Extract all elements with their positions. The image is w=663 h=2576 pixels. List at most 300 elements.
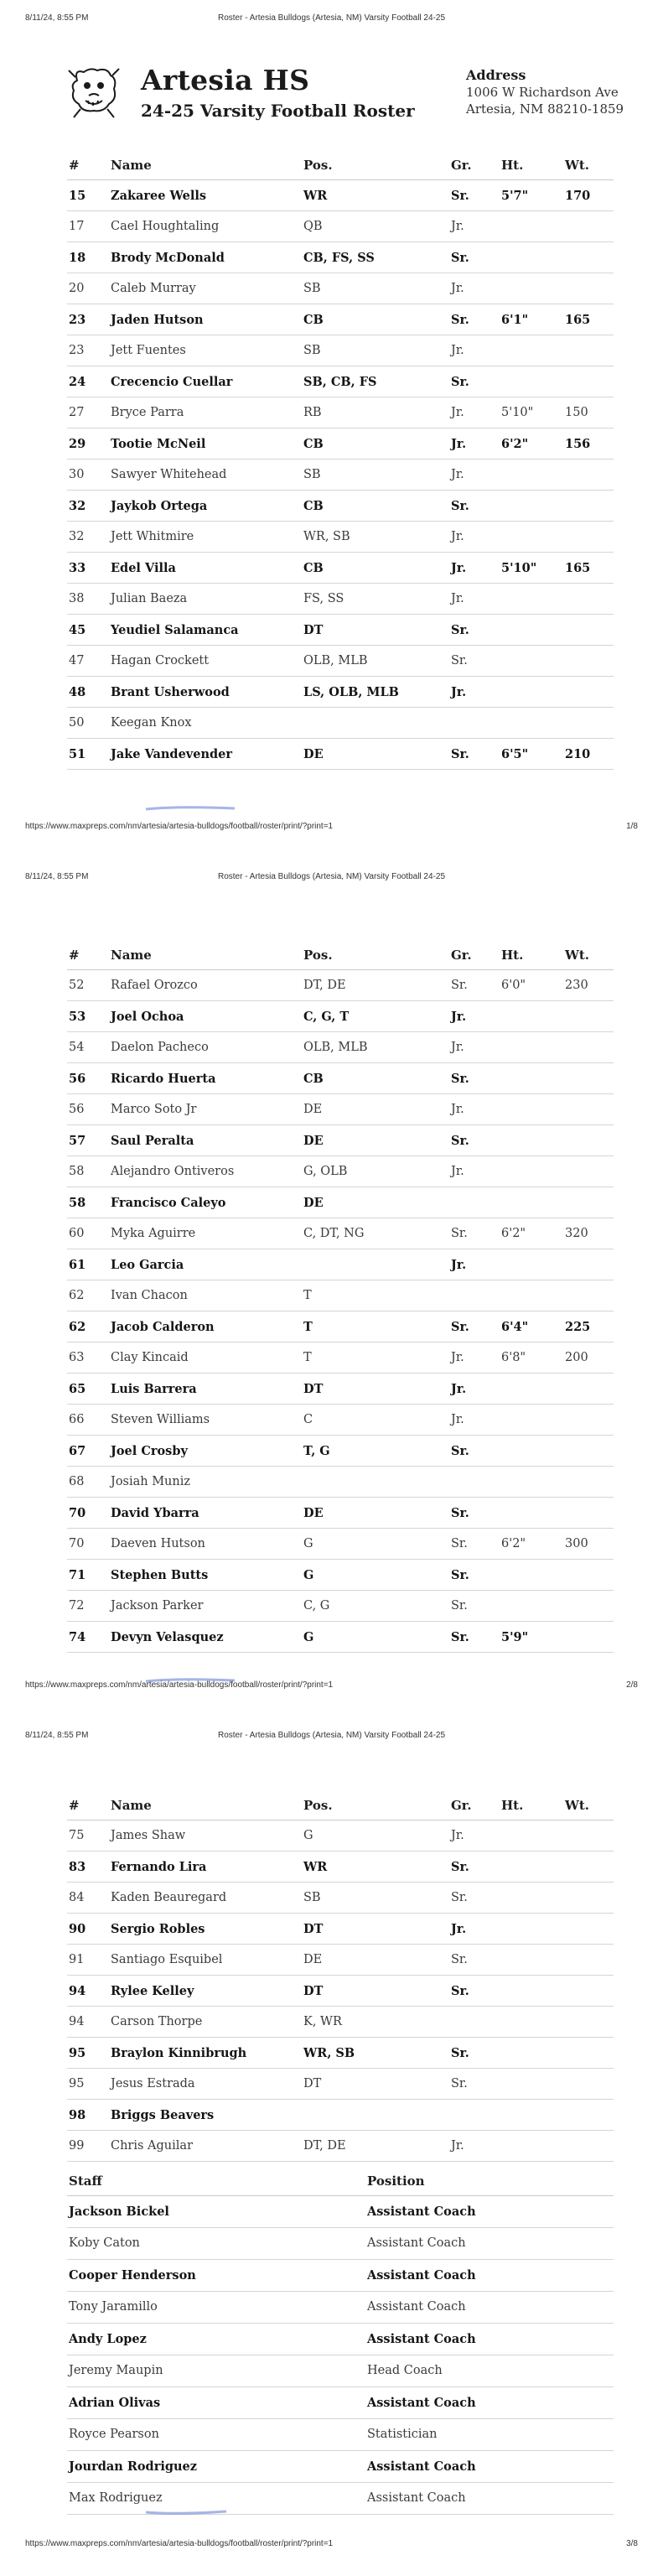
player-name: Clay Kincaid xyxy=(111,1351,189,1364)
player-grade: Jr. xyxy=(451,1413,464,1426)
table-row xyxy=(67,615,614,646)
player-grade: Sr. xyxy=(451,1984,469,1998)
col-number: # xyxy=(69,1798,80,1813)
player-grade: Jr. xyxy=(451,530,464,543)
player-grade: Sr. xyxy=(451,1953,468,1966)
player-name: Julian Baeza xyxy=(111,592,188,605)
col-grade: Gr. xyxy=(451,1798,472,1813)
table-row xyxy=(67,397,614,428)
table-row xyxy=(67,1001,614,1032)
player-grade: Jr. xyxy=(451,468,464,481)
player-name: Jake Vandevender xyxy=(111,747,232,761)
player-number: 62 xyxy=(69,1320,86,1334)
player-position: G, OLB xyxy=(303,1165,348,1178)
bulldog-mascot-icon xyxy=(65,62,124,121)
staff-name: Cooper Henderson xyxy=(69,2268,196,2283)
staff-table xyxy=(67,2162,614,2515)
player-position: WR xyxy=(303,1860,328,1874)
player-grade: Sr. xyxy=(451,1444,469,1458)
staff-row xyxy=(67,2387,614,2419)
table-row xyxy=(67,1529,614,1560)
table-row xyxy=(67,2069,614,2100)
staff-name: Tony Jaramillo xyxy=(69,2300,158,2314)
player-position: C, DT, NG xyxy=(303,1227,365,1240)
player-number: 99 xyxy=(69,2139,85,2153)
player-grade: Sr. xyxy=(451,1506,469,1520)
player-number: 98 xyxy=(69,2108,86,2122)
player-grade: Jr. xyxy=(451,1382,467,1396)
player-grade: Jr. xyxy=(451,592,464,605)
table-row xyxy=(67,1156,614,1187)
address-label: Address xyxy=(466,67,526,83)
player-name: Kaden Beauregard xyxy=(111,1891,227,1904)
player-number: 95 xyxy=(69,2046,86,2060)
player-grade: Jr. xyxy=(451,1829,464,1842)
roster-header-row xyxy=(67,937,614,970)
print-url: https://www.maxpreps.com/nm/artesia/artesia-bulldogs/football/roster/print/?print=1 xyxy=(25,2539,334,2548)
player-grade: Sr. xyxy=(451,499,469,513)
player-position: K, WR xyxy=(303,2015,342,2028)
table-row xyxy=(67,1405,614,1436)
player-number: 57 xyxy=(69,1134,86,1148)
player-number: 71 xyxy=(69,1568,86,1582)
player-number: 60 xyxy=(69,1227,85,1240)
player-number: 58 xyxy=(69,1165,85,1178)
player-number: 94 xyxy=(69,2015,85,2028)
staff-name: Royce Pearson xyxy=(69,2428,159,2441)
player-name: Zakaree Wells xyxy=(111,189,207,203)
print-footer xyxy=(0,822,663,834)
table-row xyxy=(67,1976,614,2007)
table-row xyxy=(67,2100,614,2131)
print-title: Roster - Artesia Bulldogs (Artesia, NM) Varsity Football 24-25 xyxy=(217,1731,446,1740)
col-number: # xyxy=(69,948,80,963)
player-name: Jett Whitmire xyxy=(111,530,194,543)
player-number: 27 xyxy=(69,406,85,419)
col-position: Pos. xyxy=(303,948,333,963)
player-position: G xyxy=(303,1537,313,1550)
print-page-2 xyxy=(0,859,663,1717)
player-grade: Jr. xyxy=(451,1351,464,1364)
col-weight: Wt. xyxy=(565,158,589,173)
player-weight: 225 xyxy=(565,1320,591,1334)
table-row xyxy=(67,366,614,397)
player-grade: Sr. xyxy=(451,2046,469,2060)
player-name: Cael Houghtaling xyxy=(111,220,220,233)
print-header xyxy=(0,13,663,25)
player-weight: 165 xyxy=(565,561,591,575)
player-name: Stephen Butts xyxy=(111,1568,209,1582)
address-line-1: 1006 W Richardson Ave xyxy=(466,85,619,100)
roster-table-page-2 xyxy=(67,937,614,1653)
player-height: 6'8" xyxy=(501,1351,526,1364)
player-name: Bryce Parra xyxy=(111,406,184,419)
table-row xyxy=(67,180,614,211)
player-position: SB xyxy=(303,468,321,481)
col-name: Name xyxy=(111,158,152,173)
staff-row xyxy=(67,2196,614,2228)
page-number: 1/8 xyxy=(626,822,638,831)
col-staff: Staff xyxy=(69,2174,102,2189)
player-number: 90 xyxy=(69,1922,86,1936)
player-grade: Sr. xyxy=(451,1134,469,1148)
table-row xyxy=(67,1852,614,1883)
table-row xyxy=(67,1883,614,1914)
player-name: Ricardo Huerta xyxy=(111,1072,216,1086)
player-name: Jacob Calderon xyxy=(111,1320,215,1334)
player-number: 23 xyxy=(69,344,85,357)
staff-position: Assistant Coach xyxy=(367,2300,466,2314)
staff-position: Assistant Coach xyxy=(367,2205,476,2219)
print-date: 8/11/24, 8:55 PM xyxy=(25,872,89,881)
print-footer xyxy=(0,1680,663,1692)
player-name: Brody McDonald xyxy=(111,251,225,265)
player-name: Sawyer Whitehead xyxy=(111,468,227,481)
school-address xyxy=(466,67,625,117)
player-number: 23 xyxy=(69,313,86,327)
table-row xyxy=(67,970,614,1001)
player-grade: Sr. xyxy=(451,189,469,203)
page-number: 3/8 xyxy=(626,2539,638,2548)
player-position: DE xyxy=(303,1506,324,1520)
player-position: DT xyxy=(303,623,324,637)
col-height: Ht. xyxy=(501,1798,524,1813)
player-name: David Ybarra xyxy=(111,1506,199,1520)
player-position: DE xyxy=(303,747,324,761)
player-number: 17 xyxy=(69,220,85,233)
staff-position: Head Coach xyxy=(367,2364,443,2377)
player-name: Keegan Knox xyxy=(111,716,192,730)
staff-position: Assistant Coach xyxy=(367,2396,476,2410)
player-number: 50 xyxy=(69,716,85,730)
player-name: Francisco Caleyo xyxy=(111,1196,226,1210)
school-header xyxy=(65,62,624,138)
roster-body xyxy=(67,970,614,1653)
player-grade: Sr. xyxy=(451,979,468,992)
player-grade: Jr. xyxy=(451,2139,464,2153)
player-grade: Sr. xyxy=(451,747,469,761)
player-height: 6'2" xyxy=(501,1227,526,1240)
player-weight: 210 xyxy=(565,747,591,761)
staff-row xyxy=(67,2228,614,2260)
table-row xyxy=(67,646,614,677)
table-row xyxy=(67,553,614,584)
player-number: 67 xyxy=(69,1444,86,1458)
player-name: Devyn Velasquez xyxy=(111,1630,224,1644)
staff-row xyxy=(67,2324,614,2355)
player-grade: Sr. xyxy=(451,1860,469,1874)
table-row xyxy=(67,1094,614,1125)
player-number: 20 xyxy=(69,282,85,295)
player-name: Alejandro Ontiveros xyxy=(111,1165,235,1178)
player-number: 38 xyxy=(69,592,85,605)
player-position: CB xyxy=(303,561,324,575)
col-weight: Wt. xyxy=(565,948,589,963)
player-weight: 300 xyxy=(565,1537,588,1550)
table-row xyxy=(67,1311,614,1343)
player-grade: Jr. xyxy=(451,1041,464,1054)
table-row xyxy=(67,1498,614,1529)
staff-row xyxy=(67,2355,614,2387)
table-row xyxy=(67,1591,614,1622)
roster-table-page-1 xyxy=(67,148,614,770)
table-row xyxy=(67,708,614,739)
player-name: Rylee Kelley xyxy=(111,1984,194,1998)
player-name: James Shaw xyxy=(111,1829,186,1842)
player-grade: Jr. xyxy=(451,561,467,575)
player-name: Brant Usherwood xyxy=(111,685,230,699)
player-height: 5'10" xyxy=(501,561,537,575)
staff-position: Assistant Coach xyxy=(367,2236,466,2250)
staff-position: Assistant Coach xyxy=(367,2459,476,2474)
table-row xyxy=(67,1820,614,1852)
player-position: LS, OLB, MLB xyxy=(303,685,399,699)
player-position: WR xyxy=(303,189,328,203)
player-height: 5'7" xyxy=(501,189,529,203)
col-position: Pos. xyxy=(303,158,333,173)
roster-header-row xyxy=(67,148,614,180)
print-header xyxy=(0,872,663,884)
staff-row xyxy=(67,2292,614,2324)
player-name: Jesus Estrada xyxy=(111,2077,195,2090)
table-row xyxy=(67,1280,614,1311)
page-number: 2/8 xyxy=(626,1680,638,1690)
player-number: 32 xyxy=(69,499,86,513)
player-position: T xyxy=(303,1351,312,1364)
player-position: CB, FS, SS xyxy=(303,251,375,265)
staff-name: Adrian Olivas xyxy=(69,2396,161,2410)
staff-name: Koby Caton xyxy=(69,2236,140,2250)
player-weight: 200 xyxy=(565,1351,588,1364)
player-number: 65 xyxy=(69,1382,86,1396)
staff-name: Jeremy Maupin xyxy=(69,2364,163,2377)
player-name: Joel Crosby xyxy=(111,1444,188,1458)
player-height: 6'2" xyxy=(501,1537,526,1550)
player-position: DE xyxy=(303,1134,324,1148)
player-number: 48 xyxy=(69,685,86,699)
print-page-1 xyxy=(0,0,663,859)
staff-name: Jourdan Rodriguez xyxy=(69,2459,197,2474)
player-name: Myka Aguirre xyxy=(111,1227,196,1240)
print-footer xyxy=(0,2539,663,2551)
table-row xyxy=(67,428,614,460)
print-url: https://www.maxpreps.com/nm/artesia/artesia-bulldogs/football/roster/print/?print=1 xyxy=(25,822,334,831)
player-position: G xyxy=(303,1829,313,1842)
player-name: Josiah Muniz xyxy=(111,1475,191,1488)
player-name: Ivan Chacon xyxy=(111,1289,188,1302)
print-date: 8/11/24, 8:55 PM xyxy=(25,1731,89,1740)
staff-position: Statistician xyxy=(367,2428,438,2441)
player-number: 54 xyxy=(69,1041,85,1054)
player-name: Braylon Kinnibrugh xyxy=(111,2046,247,2060)
player-position: DT xyxy=(303,2077,322,2090)
player-position: T xyxy=(303,1289,312,1302)
table-row xyxy=(67,460,614,491)
player-number: 58 xyxy=(69,1196,86,1210)
col-number: # xyxy=(69,158,80,173)
roster-body xyxy=(67,1820,614,2162)
player-position: SB xyxy=(303,344,321,357)
player-number: 84 xyxy=(69,1891,85,1904)
player-name: Leo Garcia xyxy=(111,1258,184,1272)
player-height: 5'10" xyxy=(501,406,534,419)
player-position: T xyxy=(303,1320,313,1334)
table-row xyxy=(67,2007,614,2038)
table-row xyxy=(67,1914,614,1945)
staff-position: Assistant Coach xyxy=(367,2491,466,2505)
player-name: Jett Fuentes xyxy=(111,344,186,357)
player-grade: Jr. xyxy=(451,1258,467,1272)
col-grade: Gr. xyxy=(451,948,472,963)
player-grade: Sr. xyxy=(451,623,469,637)
table-row xyxy=(67,1343,614,1374)
player-grade: Jr. xyxy=(451,282,464,295)
player-number: 33 xyxy=(69,561,86,575)
player-height: 5'9" xyxy=(501,1630,529,1644)
player-weight: 230 xyxy=(565,979,588,992)
player-position: QB xyxy=(303,220,323,233)
player-position: OLB, MLB xyxy=(303,654,368,667)
player-name: Daeven Hutson xyxy=(111,1537,205,1550)
player-weight: 320 xyxy=(565,1227,588,1240)
player-grade: Sr. xyxy=(451,1227,468,1240)
player-name: Jackson Parker xyxy=(111,1599,204,1613)
player-weight: 170 xyxy=(565,189,591,203)
player-grade: Jr. xyxy=(451,220,464,233)
table-row xyxy=(67,242,614,273)
player-number: 72 xyxy=(69,1599,85,1613)
pen-scribble-mark xyxy=(144,2509,228,2516)
table-row xyxy=(67,335,614,366)
player-name: Steven Williams xyxy=(111,1413,210,1426)
print-date: 8/11/24, 8:55 PM xyxy=(25,13,89,23)
player-position: G xyxy=(303,1568,314,1582)
staff-position: Assistant Coach xyxy=(367,2268,476,2283)
staff-header-row xyxy=(67,2162,614,2196)
col-height: Ht. xyxy=(501,158,524,173)
table-row xyxy=(67,2131,614,2162)
col-height: Ht. xyxy=(501,948,524,963)
table-row xyxy=(67,677,614,708)
player-position: DE xyxy=(303,1953,323,1966)
player-grade: Jr. xyxy=(451,685,467,699)
player-position: OLB, MLB xyxy=(303,1041,368,1054)
player-weight: 165 xyxy=(565,313,591,327)
player-grade: Jr. xyxy=(451,1103,464,1116)
player-height: 6'4" xyxy=(501,1320,529,1334)
player-number: 70 xyxy=(69,1506,86,1520)
player-grade: Sr. xyxy=(451,1891,468,1904)
player-name: Caleb Murray xyxy=(111,282,196,295)
player-number: 94 xyxy=(69,1984,86,1998)
player-name: Daelon Pacheco xyxy=(111,1041,209,1054)
player-position: WR, SB xyxy=(303,530,350,543)
table-row xyxy=(67,211,614,242)
player-number: 83 xyxy=(69,1860,86,1874)
player-grade: Sr. xyxy=(451,313,469,327)
table-row xyxy=(67,1125,614,1156)
player-number: 74 xyxy=(69,1630,86,1644)
roster-table-page-3 xyxy=(67,1788,614,2162)
player-name: Edel Villa xyxy=(111,561,176,575)
staff-name: Max Rodriguez xyxy=(69,2491,163,2505)
player-name: Joel Ochoa xyxy=(111,1010,184,1024)
table-row xyxy=(67,1436,614,1467)
print-page-3 xyxy=(0,1717,663,2576)
player-number: 24 xyxy=(69,375,86,389)
print-title: Roster - Artesia Bulldogs (Artesia, NM) Varsity Football 24-25 xyxy=(217,872,446,881)
player-name: Briggs Beavers xyxy=(111,2108,215,2122)
player-number: 15 xyxy=(69,189,86,203)
player-position: RB xyxy=(303,406,322,419)
player-name: Chris Aguilar xyxy=(111,2139,193,2153)
player-number: 63 xyxy=(69,1351,85,1364)
player-position: CB xyxy=(303,313,324,327)
staff-name: Jackson Bickel xyxy=(69,2205,169,2219)
player-number: 56 xyxy=(69,1103,85,1116)
player-name: Sergio Robles xyxy=(111,1922,205,1936)
player-name: Marco Soto Jr xyxy=(111,1103,197,1116)
player-position: G xyxy=(303,1630,314,1644)
player-number: 45 xyxy=(69,623,86,637)
table-row xyxy=(67,522,614,553)
roster-header-row xyxy=(67,1788,614,1820)
player-height: 6'2" xyxy=(501,437,529,451)
player-number: 52 xyxy=(69,979,85,992)
player-number: 95 xyxy=(69,2077,85,2090)
table-row xyxy=(67,1187,614,1218)
player-position: C, G, T xyxy=(303,1010,350,1024)
table-row xyxy=(67,1945,614,1976)
col-name: Name xyxy=(111,1798,152,1813)
table-row xyxy=(67,273,614,304)
player-name: Hagan Crockett xyxy=(111,654,210,667)
player-position: FS, SS xyxy=(303,592,344,605)
table-row xyxy=(67,1063,614,1094)
player-number: 56 xyxy=(69,1072,86,1086)
player-name: Fernando Lira xyxy=(111,1860,207,1874)
player-height: 6'0" xyxy=(501,979,526,992)
player-name: Santiago Esquibel xyxy=(111,1953,223,1966)
player-grade: Sr. xyxy=(451,1568,469,1582)
player-name: Tootie McNeil xyxy=(111,437,206,451)
player-position: WR, SB xyxy=(303,2046,355,2060)
player-position: T, G xyxy=(303,1444,330,1458)
player-weight: 156 xyxy=(565,437,591,451)
col-name: Name xyxy=(111,948,152,963)
col-weight: Wt. xyxy=(565,1798,589,1813)
player-grade: Sr. xyxy=(451,1320,469,1334)
player-position: DT, DE xyxy=(303,2139,346,2153)
player-name: Luis Barrera xyxy=(111,1382,197,1396)
player-position: DE xyxy=(303,1196,324,1210)
table-row xyxy=(67,2038,614,2069)
player-grade: Sr. xyxy=(451,1072,469,1086)
staff-position: Assistant Coach xyxy=(367,2332,476,2346)
player-grade: Sr. xyxy=(451,375,469,389)
player-position: DE xyxy=(303,1103,323,1116)
pen-scribble-mark xyxy=(144,805,236,812)
player-name: Yeudiel Salamanca xyxy=(111,623,239,637)
player-position: CB xyxy=(303,1072,324,1086)
address-line-2: Artesia, NM 88210-1859 xyxy=(466,101,624,117)
player-weight: 150 xyxy=(565,406,588,419)
table-row xyxy=(67,1467,614,1498)
player-position: DT, DE xyxy=(303,979,346,992)
school-name: Artesia HS xyxy=(141,64,310,96)
col-staff-position: Position xyxy=(367,2174,425,2189)
player-grade: Jr. xyxy=(451,406,464,419)
